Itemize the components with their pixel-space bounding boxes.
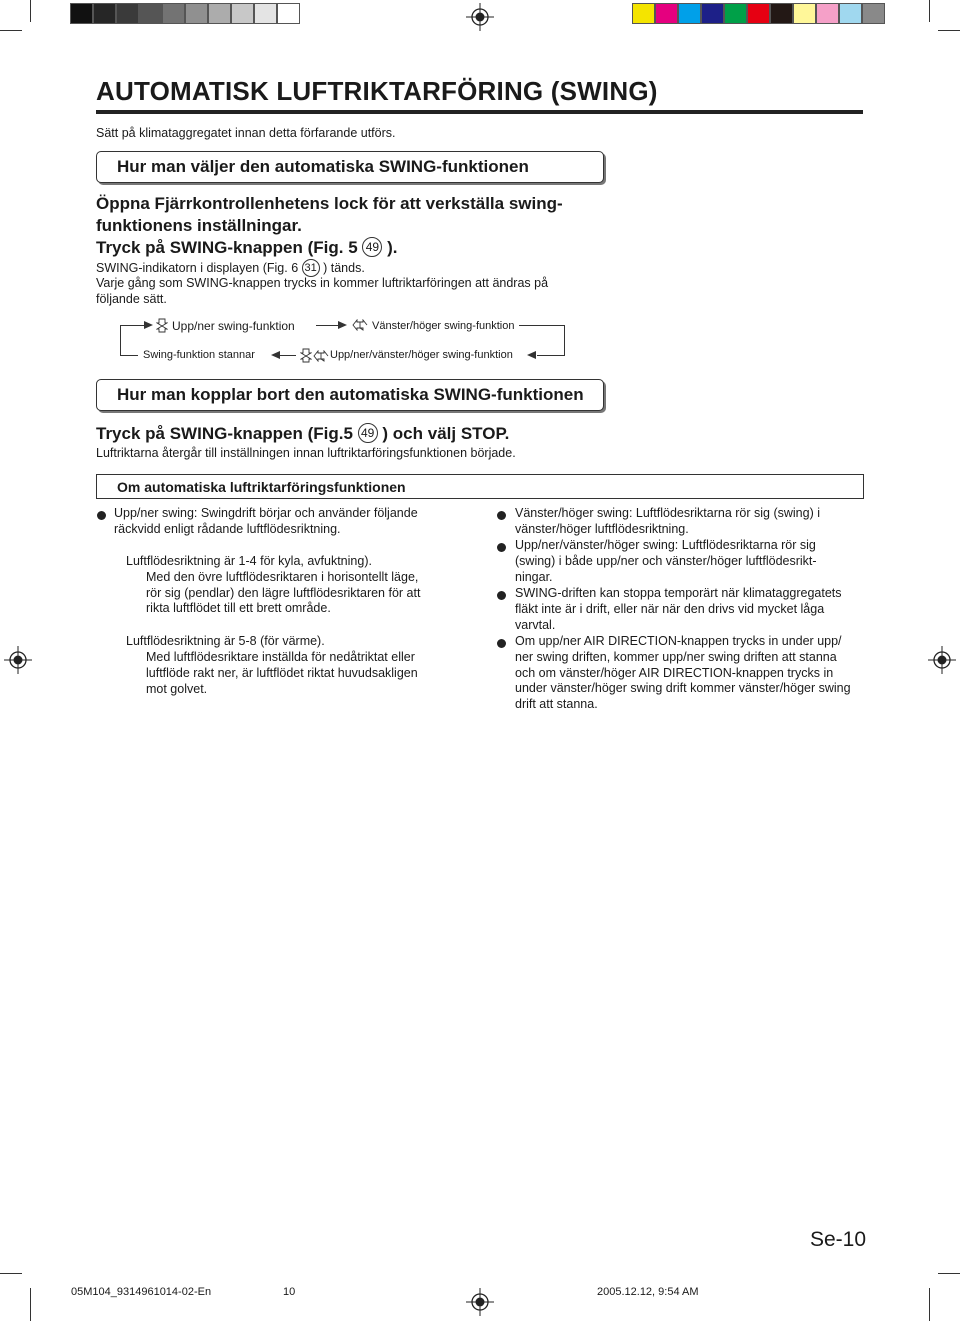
flow-updown: Upp/ner swing-funktion: [172, 319, 295, 333]
gray-bar-swatch: [116, 3, 139, 24]
color-bar-swatch: [701, 3, 724, 24]
gray-bar-swatch: [93, 3, 116, 24]
footer-date: 2005.12.12, 9:54 AM: [597, 1286, 699, 1298]
footer-page: 10: [283, 1286, 296, 1298]
gray-bar-swatch: [231, 3, 254, 24]
right-b4-line3: och om vänster/höger AIR DIRECTION-knappen trycks in: [515, 666, 834, 680]
right-b4-line5: drift att stanna.: [515, 697, 598, 711]
cooling-range-heading: Luftflödesriktning är 1-4 för kyla, avfuktning).: [126, 554, 372, 568]
step-press-swing-prefix: Tryck på SWING-knappen (Fig. 5: [96, 238, 358, 257]
right-b2-line2: (swing) i både upp/ner och vänster/höger luftflödesrikt-: [515, 554, 817, 568]
right-b2-line3: ningar.: [515, 570, 553, 584]
step-press-swing-suffix: ).: [387, 238, 398, 257]
bullet-icon: [497, 511, 506, 520]
cooling-line1: Med den övre luftflödesriktaren i horisontellt läge,: [146, 570, 419, 584]
registration-mark-left-icon: [4, 646, 32, 674]
color-bar-swatch: [632, 3, 655, 24]
bullet-icon: [497, 591, 506, 600]
step-open-lid-line1: Öppna Fjärrkontrollenhetens lock för att verkställa swing-: [96, 194, 563, 213]
left-b1-line2: räckvidd enligt rådande luftflödesriktning.: [114, 522, 341, 536]
ref-number-31: 31: [302, 259, 320, 277]
gray-bar-swatch: [70, 3, 93, 24]
right-b1-line2: vänster/höger luftflödesriktning.: [515, 522, 689, 536]
section-heading-disable-swing: Hur man kopplar bort den automatiska SWING-funktionen: [96, 379, 604, 411]
color-bar-swatch: [724, 3, 747, 24]
color-bar-swatch: [747, 3, 770, 24]
leftright-swing-icon-2: [313, 350, 329, 362]
leftright-swing-icon: [352, 319, 368, 331]
gray-bar-swatch: [185, 3, 208, 24]
updown-swing-icon: [156, 318, 168, 333]
title-rule: [96, 110, 863, 114]
indicator-prefix: SWING-indikatorn i displayen (Fig. 6: [96, 261, 299, 275]
heating-line1: Med luftflödesriktare inställda för nedåtriktat eller: [146, 650, 415, 664]
right-b3-line3: varvtal.: [515, 618, 556, 632]
step-press-swing: [96, 237, 398, 259]
flow-stop: Swing-funktion stannar: [143, 349, 255, 361]
right-b3-line1: SWING-driften kan stoppa temporärt när klimataggregatets: [515, 586, 842, 600]
updown-swing-icon-2: [300, 348, 312, 363]
gray-bar-swatch: [162, 3, 185, 24]
color-bar-swatch: [770, 3, 793, 24]
right-b1-line1: Vänster/höger swing: Luftflödesriktarna rör sig (swing) i: [515, 506, 820, 520]
section-heading-about-swing: Om automatiska luftriktarföringsfunktionen: [96, 474, 864, 499]
page-number: Se-10: [810, 1228, 867, 1251]
cooling-line3: rikta luftflödet till ett brett område.: [146, 601, 331, 615]
ref-number-49: 49: [362, 237, 382, 257]
bullet-icon: [97, 511, 106, 520]
heating-line2: luftflöde rakt ner, är luftflödet riktat huvudsakligen: [146, 666, 418, 680]
color-bar-swatch: [793, 3, 816, 24]
step-open-lid-line2: funktionens inställningar.: [96, 216, 302, 235]
step-select-stop: [96, 423, 509, 445]
footer-doc-code: 05M104_9314961014-02-En: [71, 1286, 212, 1298]
registration-mark-bottom-icon: [466, 1288, 494, 1316]
color-bar-swatch: [839, 3, 862, 24]
cycle-text-line1: Varje gång som SWING-knappen trycks in kommer luftriktarföringen att ändras på: [96, 276, 549, 290]
gray-bar-swatch: [277, 3, 300, 24]
section-heading-select-swing: Hur man väljer den automatiska SWING-funktionen: [96, 151, 604, 183]
flow-all: Upp/ner/vänster/höger swing-funktion: [330, 349, 513, 361]
heating-line3: mot golvet.: [146, 682, 208, 696]
right-b4-line1: Om upp/ner AIR DIRECTION-knappen trycks in under upp/: [515, 634, 842, 648]
gray-bar-swatch: [254, 3, 277, 24]
cycle-text-line2: följande sätt.: [96, 292, 167, 306]
step-stop-suffix: ) och välj STOP.: [382, 424, 510, 443]
color-bar-swatch: [816, 3, 839, 24]
step-stop-prefix: Tryck på SWING-knappen (Fig.5: [96, 424, 353, 443]
color-bar-swatch: [862, 3, 885, 24]
page-title: AUTOMATISK LUFTRIKTARFÖRING (SWING): [96, 76, 658, 106]
bullet-icon: [497, 543, 506, 552]
left-b1-line1: Upp/ner swing: Swingdrift börjar och använder följande: [114, 506, 418, 520]
heating-range-heading: Luftflödesriktning är 5-8 (för värme).: [126, 634, 325, 648]
registration-mark-right-icon: [928, 646, 956, 674]
color-bar-swatch: [655, 3, 678, 24]
flow-leftright: Vänster/höger swing-funktion: [372, 320, 515, 332]
indicator-suffix: ) tänds.: [323, 261, 365, 275]
right-b4-line4: under vänster/höger swing drift kommer vänster/höger swing: [515, 681, 851, 695]
right-b4-line2: ner swing driften, kommer upp/ner swing driften att stanna: [515, 650, 837, 664]
color-bar-swatch: [678, 3, 701, 24]
ref-number-49-b: 49: [358, 423, 378, 443]
gray-bar-swatch: [139, 3, 162, 24]
reset-note: Luftriktarna återgår till inställningen innan luftriktarföringsfunktionen började.: [96, 446, 516, 460]
bullet-icon: [497, 639, 506, 648]
gray-bar-swatch: [208, 3, 231, 24]
cooling-line2: rör sig (pendlar) den lägre luftflödesriktaren för att: [146, 586, 421, 600]
right-b3-line2: fläkt inte är i drift, eller när när den drivs vid mycket låga: [515, 602, 825, 616]
registration-mark-top-icon: [466, 3, 494, 31]
intro-text: Sätt på klimataggregatet innan detta förfarande utförs.: [96, 126, 396, 140]
right-b2-line1: Upp/ner/vänster/höger swing: Luftflödesriktarna rör sig: [515, 538, 816, 552]
